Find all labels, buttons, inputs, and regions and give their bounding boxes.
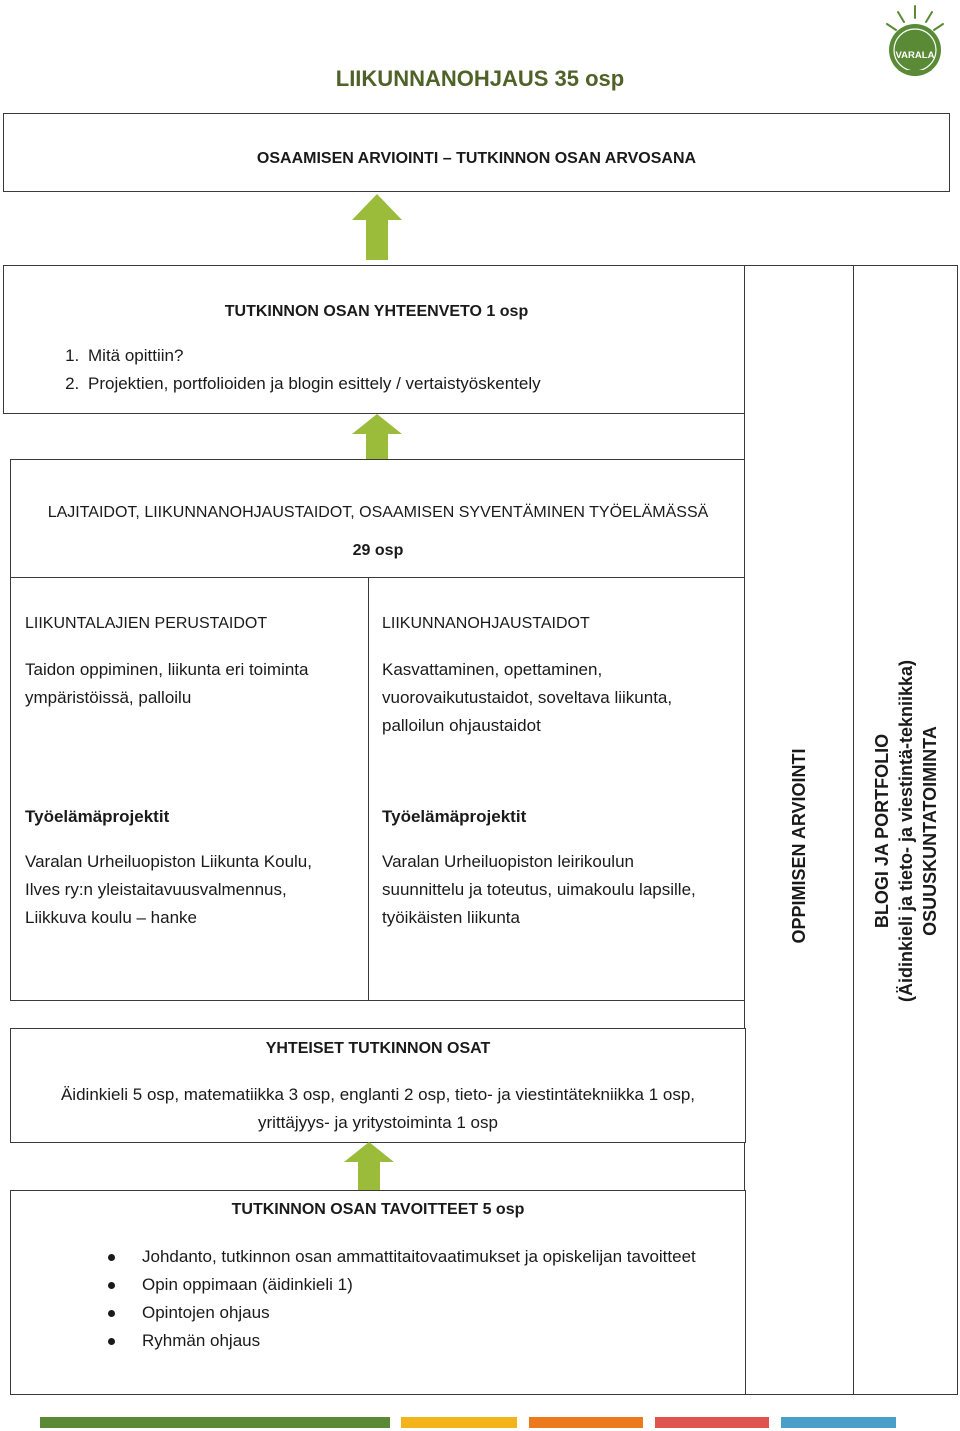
blog-portfolio-label	[870, 660, 942, 1002]
coaching-projects-heading: Työelämäprojektit	[382, 807, 527, 826]
goals-box	[10, 1190, 746, 1395]
basic-skills-text	[25, 656, 365, 712]
learning-assessment-column	[744, 265, 854, 1395]
goals-item: Ryhmän ohjaus	[106, 1327, 706, 1355]
goals-item: Opin oppimaan (äidinkieli 1)	[106, 1271, 706, 1299]
coaching-projects-text	[382, 848, 742, 932]
text-line: Varalan Urheiluopiston leirikoulun	[382, 852, 634, 871]
assessment-box	[3, 113, 950, 192]
text-line: yrittäjyys- ja yritystoiminta 1 osp	[258, 1113, 498, 1132]
goals-list	[106, 1243, 706, 1355]
goals-item: Opintojen ohjaus	[106, 1299, 706, 1327]
text-line: Taidon oppiminen, liikunta eri toiminta	[25, 660, 309, 679]
summary-list	[52, 342, 732, 398]
text-line: ympäristöissä, palloilu	[25, 688, 192, 707]
goals-item: Johdanto, tutkinnon osan ammattitaitovaatimukset ja opiskelijan tavoitteet	[106, 1243, 706, 1271]
text-line: palloilun ohjaustaidot	[382, 716, 541, 735]
text-line: (Äidinkieli ja tieto- ja viestintä-tekniikka)	[895, 659, 916, 1003]
summary-item: 1. Mitä opittiin?	[84, 342, 732, 370]
up-arrow-icon	[352, 194, 402, 260]
basic-projects-text	[25, 848, 365, 932]
page-title: LIIKUNNANOHJAUS 35 osp	[335, 66, 625, 91]
footer-bar-yellow	[401, 1417, 517, 1428]
summary-box	[3, 265, 746, 414]
goals-heading: TUTKINNON OSAN TAVOITTEET 5 osp	[231, 1201, 525, 1218]
text-line: Liikkuva koulu – hanke	[25, 908, 198, 927]
summary-item: 2. Projektien, portfolioiden ja blogin esittely / vertaistyöskentely	[84, 370, 732, 398]
common-parts-box	[10, 1028, 746, 1143]
text-line: suunnittelu ja toteutus, uimakoulu lapsille,	[382, 880, 696, 899]
text-line: BLOGI JA PORTFOLIO	[871, 733, 892, 929]
text-line: Ilves ry:n yleistaitavuusvalmennus,	[25, 880, 287, 899]
skills-credits: 29 osp	[352, 542, 404, 559]
blog-portfolio-column	[853, 265, 958, 1395]
basic-projects-heading: Työelämäprojektit	[25, 807, 170, 826]
logo-text: VARALA	[895, 50, 935, 61]
skills-heading: LAJITAIDOT, LIIKUNNANOHJAUSTAIDOT, OSAAMISEN SYVENTÄMINEN TYÖELÄMÄSSÄ	[47, 504, 709, 521]
common-parts-heading: YHTEISET TUTKINNON OSAT	[265, 1040, 491, 1057]
text-line: Äidinkieli 5 osp, matematiikka 3 osp, englanti 2 osp, tieto- ja viestintätekniikka 1 osp,	[60, 1085, 696, 1104]
coaching-skills-text	[382, 656, 742, 740]
up-arrow-icon	[352, 414, 402, 460]
footer-bar-blue	[781, 1417, 896, 1428]
text-line: Kasvattaminen, opettaminen,	[382, 660, 603, 679]
summary-heading: TUTKINNON OSAN YHTEENVETO 1 osp	[224, 303, 529, 320]
text-line: työikäisten liikunta	[382, 908, 520, 927]
learning-assessment-label: OPPIMISEN ARVIOINTI	[789, 748, 809, 944]
coaching-skills-heading: LIIKUNNANOHJAUSTAIDOT	[382, 615, 590, 632]
coaching-skills-box	[368, 577, 746, 1001]
basic-skills-box	[10, 577, 370, 1001]
text-line: Varalan Urheiluopiston Liikunta Koulu,	[25, 852, 312, 871]
assessment-label: OSAAMISEN ARVIOINTI – TUTKINNON OSAN ARVOSANA	[256, 150, 697, 167]
footer-bar-orange	[529, 1417, 643, 1428]
up-arrow-icon	[344, 1142, 394, 1190]
footer-bar-green	[40, 1417, 390, 1428]
footer-bar-red	[655, 1417, 769, 1428]
common-parts-text	[11, 1081, 745, 1137]
basic-skills-heading: LIIKUNTALAJIEN PERUSTAIDOT	[25, 615, 268, 632]
text-line: vuorovaikutustaidot, soveltava liikunta,	[382, 688, 673, 707]
skills-heading-box	[10, 459, 746, 578]
text-line: OSUUSKUNTATOIMINTA	[919, 726, 940, 936]
